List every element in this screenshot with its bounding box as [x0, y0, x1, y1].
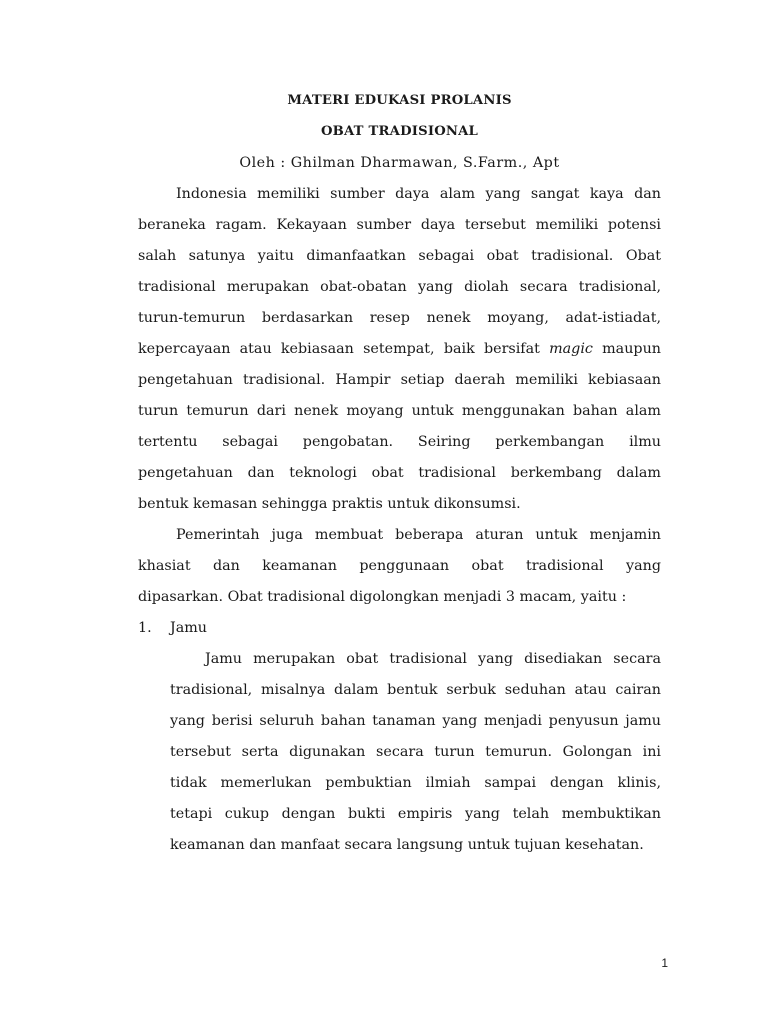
- paragraph1-line: bentuk kemasan sehingga praktis untuk dikonsumsi.: [138, 496, 521, 512]
- list-item-line: Jamu merupakan obat tradisional yang disediakan secara: [205, 651, 661, 667]
- list-item-line: yang berisi seluruh bahan tanaman yang menjadi penyusun jamu: [170, 713, 661, 729]
- document-subtitle: OBAT TRADISIONAL: [320, 124, 479, 139]
- paragraph1-line: pengetahuan tradisional. Hampir setiap daerah memiliki kebiasaan: [138, 372, 661, 388]
- paragraph1-line: beraneka ragam. Kekayaan sumber daya tersebut memiliki potensi: [138, 217, 661, 233]
- page-number: 1: [661, 956, 668, 970]
- paragraph1-line: turun temurun dari nenek moyang untuk menggunakan bahan alam: [138, 403, 661, 419]
- paragraph2-line: Pemerintah juga membuat beberapa aturan untuk menjamin: [176, 527, 661, 543]
- list-item-label: Jamu: [170, 620, 208, 636]
- paragraph1-line: turun-temurun berdasarkan resep nenek moyang, adat-istiadat,: [138, 310, 661, 326]
- paragraph2-line: khasiat dan keamanan penggunaan obat tradisional yang: [138, 558, 661, 574]
- document-title: MATERI EDUKASI PROLANIS: [287, 93, 512, 108]
- list-item-number: 1.: [138, 620, 152, 636]
- document-author: Oleh : Ghilman Dharmawan, S.Farm., Apt: [239, 155, 560, 171]
- italic-word: magic: [549, 341, 593, 357]
- paragraph1-line: pengetahuan dan teknologi obat tradisional berkembang dalam: [138, 465, 661, 481]
- list-item-line: tradisional, misalnya dalam bentuk serbuk seduhan atau cairan: [170, 682, 661, 698]
- paragraph1-line: salah satunya yaitu dimanfaatkan sebagai obat tradisional. Obat: [138, 248, 661, 264]
- list-item-line: tidak memerlukan pembuktian ilmiah sampai dengan klinis,: [170, 775, 661, 791]
- paragraph1-line: [138, 339, 661, 359]
- list-item-line: keamanan dan manfaat secara langsung untuk tujuan kesehatan.: [170, 837, 644, 853]
- paragraph1-line6-start: kepercayaan atau kebiasaan setempat, baik bersifat: [138, 341, 550, 357]
- paragraph2-line: dipasarkan. Obat tradisional digolongkan menjadi 3 macam, yaitu :: [138, 589, 627, 605]
- list-item-line: tetapi cukup dengan bukti empiris yang telah membuktikan: [170, 806, 661, 822]
- paragraph1-line: tertentu sebagai pengobatan. Seiring perkembangan ilmu: [138, 434, 661, 450]
- paragraph1-line: tradisional merupakan obat-obatan yang diolah secara tradisional,: [138, 279, 661, 295]
- paragraph1-line6-end: maupun: [592, 341, 661, 357]
- paragraph1-line: Indonesia memiliki sumber daya alam yang sangat kaya dan: [176, 186, 661, 202]
- list-item-line: tersebut serta digunakan secara turun temurun. Golongan ini: [170, 744, 661, 760]
